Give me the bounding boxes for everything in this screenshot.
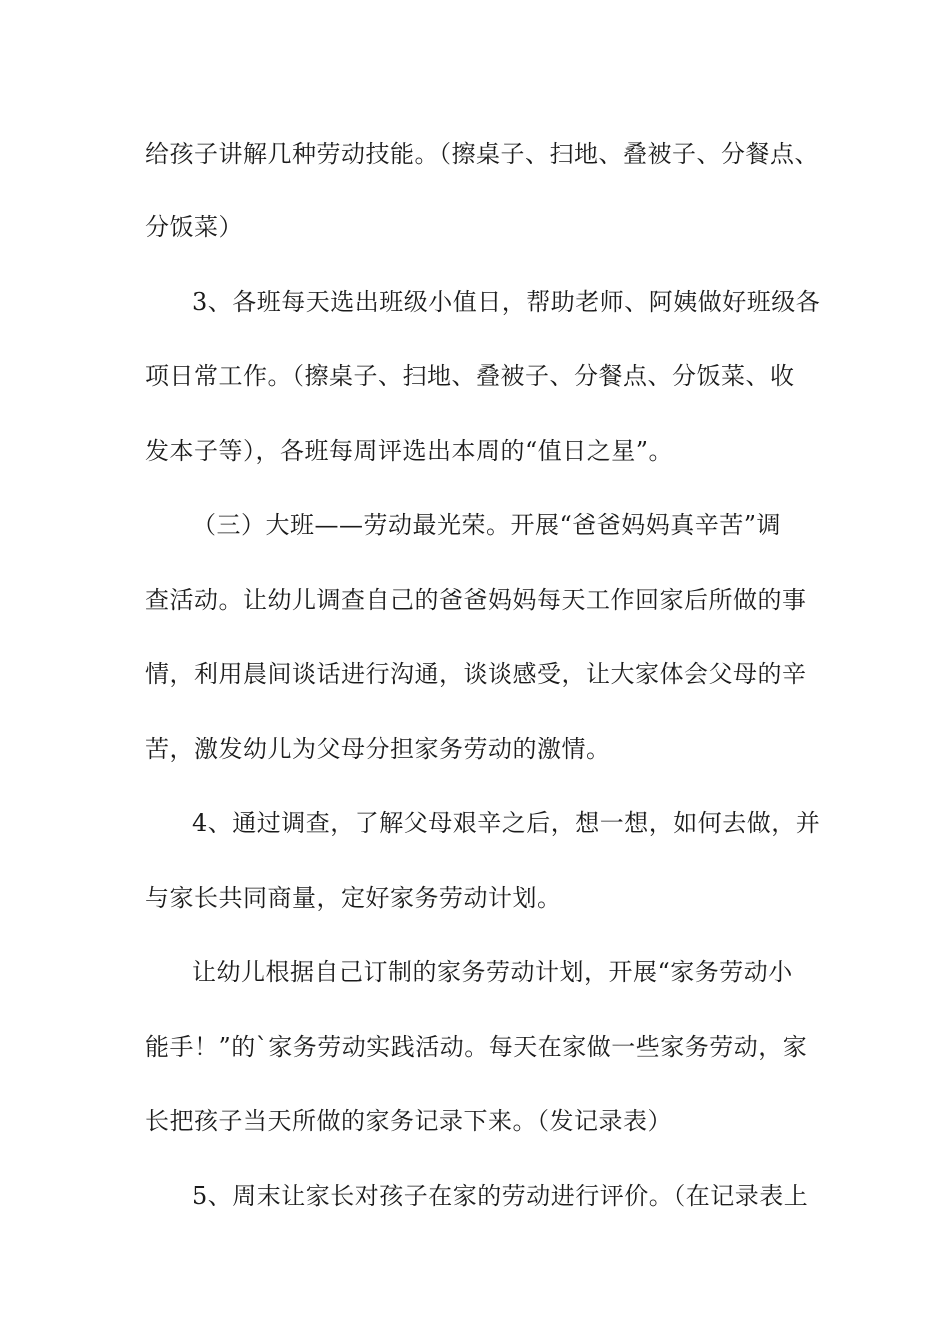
text-line: 长把孩子当天所做的家务记录下来。（发记录表）	[145, 1107, 672, 1135]
text-line: 发本子等），各班每周评选出本周的“值日之星”。	[145, 437, 674, 465]
text-line: 情，利用晨间谈话进行沟通，谈谈感受，让大家体会父母的辛	[145, 660, 807, 688]
text-line: 项日常工作。（擦桌子、扫地、叠被子、分餐点、分饭菜、收	[145, 362, 795, 390]
paragraph-4-start: 4、通过调查，了解父母艰辛之后，想一想，如何去做，并	[192, 809, 821, 837]
text-line: 分饭菜）	[145, 213, 243, 241]
text-line: 查活动。让幼儿调查自己的爸爸妈妈每天工作回家后所做的事	[145, 586, 807, 614]
text-line: 给孩子讲解几种劳动技能。（擦桌子、扫地、叠被子、分餐点、	[145, 140, 819, 168]
text-line: 苦，激发幼儿为父母分担家务劳动的激情。	[145, 735, 611, 763]
section-heading-big-class: （三）大班——劳动最光荣。开展“爸爸妈妈真辛苦”调	[192, 511, 782, 539]
paragraph-5-start: 5、周末让家长对孩子在家的劳动进行评价。（在记录表上	[192, 1182, 809, 1210]
paragraph-start: 让幼儿根据自己订制的家务劳动计划，开展“家务劳动小	[192, 958, 793, 986]
text-line: 与家长共同商量，定好家务劳动计划。	[145, 884, 562, 912]
text-line: 能手！”的`家务劳动实践活动。每天在家做一些家务劳动，家	[145, 1033, 808, 1061]
paragraph-3-start: 3、各班每天选出班级小值日，帮助老师、阿姨做好班级各	[192, 288, 821, 316]
